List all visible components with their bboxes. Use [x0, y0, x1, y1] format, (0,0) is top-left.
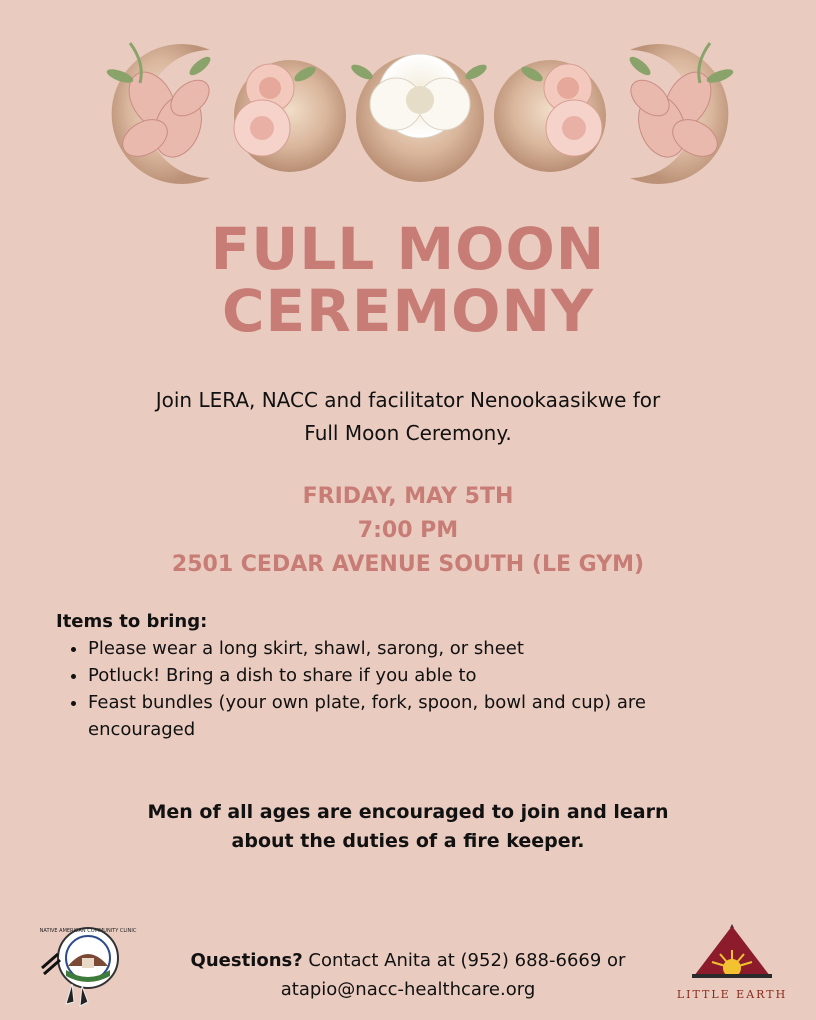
left-crescent-moon-icon: [105, 43, 216, 184]
event-date: FRIDAY, MAY 5TH: [302, 484, 514, 509]
items-heading: Items to bring:: [56, 611, 208, 632]
full-moon-icon: [349, 54, 489, 182]
left-gibbous-moon-icon: [234, 60, 346, 172]
page-title: [0, 215, 816, 345]
contact-text: Contact Anita at (952) 688-6669 or: [302, 950, 626, 971]
intro-text: [80, 384, 736, 450]
men-note-line-2: about the duties of a fire keeper.: [231, 830, 585, 852]
event-details: [0, 480, 816, 582]
event-time: 7:00 PM: [357, 518, 459, 543]
contact-email[interactable]: atapio@nacc-healthcare.org: [280, 979, 536, 1000]
list-item: • Feast bundles (your own plate, fork, spoon, bowl and cup) are encouraged: [88, 689, 736, 743]
right-crescent-moon-icon: [624, 43, 735, 184]
little-earth-logo: [672, 922, 792, 1008]
contact-info: [140, 946, 676, 1004]
list-item: • Please wear a long skirt, shawl, sarong, or sheet: [88, 635, 736, 662]
men-note-line-1: Men of all ages are encouraged to join and learn: [147, 801, 669, 823]
items-list: [56, 635, 736, 743]
nacc-logo: [38, 918, 137, 1008]
nacc-logo-text: NATIVE AMERICAN COMMUNITY CLINIC: [39, 928, 137, 934]
little-earth-emblem-icon: [672, 922, 792, 984]
men-note: [80, 798, 736, 856]
items-to-bring: [56, 608, 736, 743]
moon-phases-illustration: [100, 28, 740, 188]
contact-label: Questions?: [190, 950, 303, 971]
intro-line-1: Join LERA, NACC and facilitator Nenookaasikwe for: [155, 388, 661, 412]
event-location: 2501 CEDAR AVENUE SOUTH (LE GYM): [171, 552, 645, 577]
list-item: • Potluck! Bring a dish to share if you able to: [88, 662, 736, 689]
right-gibbous-moon-icon: [494, 60, 606, 172]
little-earth-text: LITTLE EARTH: [676, 988, 788, 1001]
title-line-2: CEREMONY: [221, 277, 595, 345]
intro-line-2: Full Moon Ceremony.: [304, 421, 512, 445]
title-line-1: FULL MOON: [210, 215, 606, 283]
